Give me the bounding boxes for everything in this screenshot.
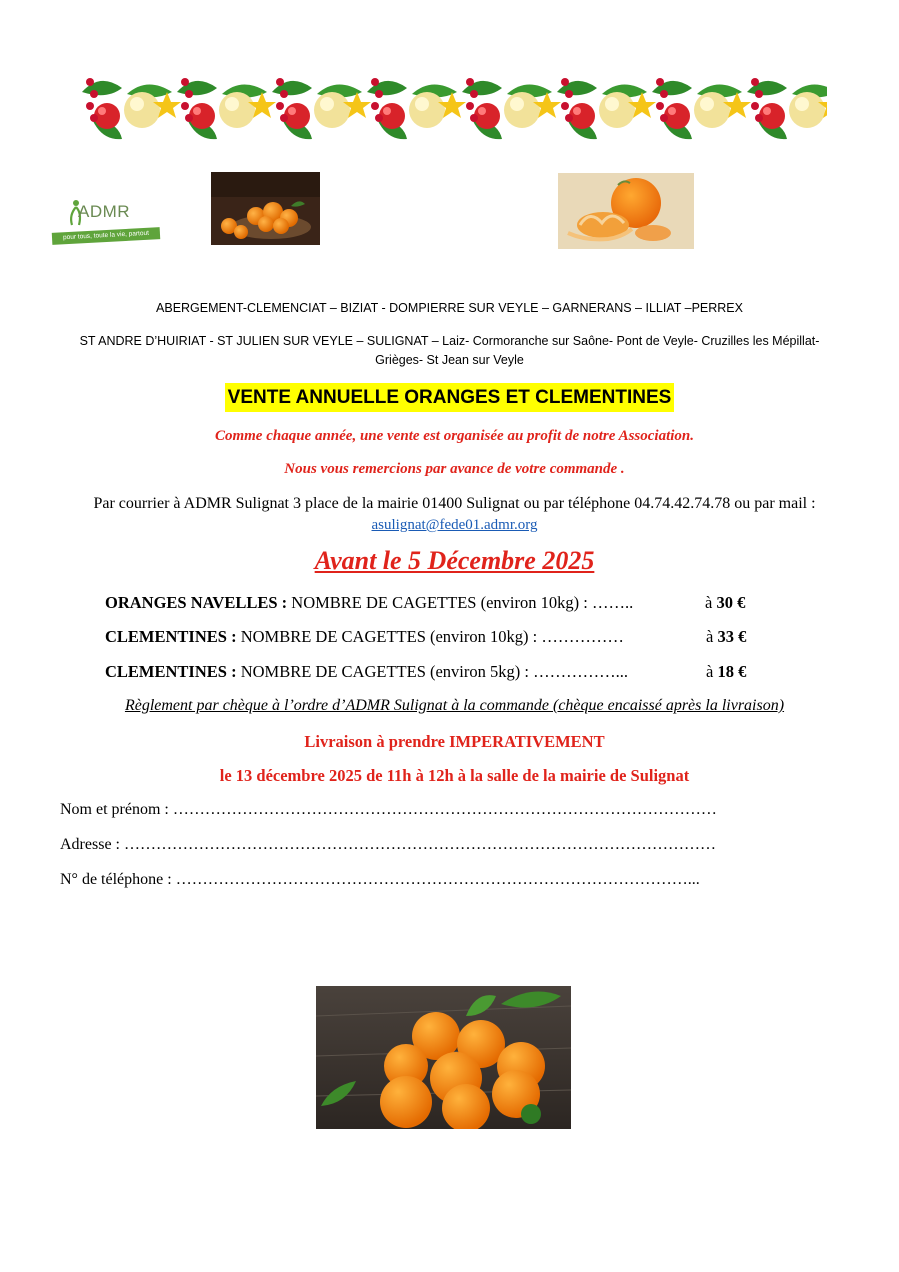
- price-value: 18 €: [717, 662, 747, 681]
- communes-line-2a: ST ANDRE D’HUIRIAT - ST JULIEN SUR VEYLE – SULIGNAT – Laiz- Cormoranche sur Saône- Pont de Veyle- Cruzilles les Mépillat-: [79, 334, 820, 348]
- order-description: NOMBRE DE CAGETTES (environ 10kg) : ……………: [236, 627, 624, 646]
- oranges-bowl-photo: [211, 172, 320, 245]
- order-product: ORANGES NAVELLES :: [105, 593, 288, 612]
- communes-line-1: ABERGEMENT-CLEMENCIAT – BIZIAT - DOMPIERRE SUR VEYLE – GARNERANS – ILLIAT –PERREX: [156, 301, 743, 315]
- email-link[interactable]: asulignat@fede01.admr.org: [371, 517, 538, 533]
- name-field[interactable]: Nom et prénom : …………………………………………………………………………………………: [60, 801, 717, 818]
- logo-tagline: pour tous, toute la vie, partout: [52, 227, 160, 245]
- order-description: NOMBRE DE CAGETTES (environ 5kg) : ……………...: [236, 662, 628, 681]
- price-prefix: à: [706, 627, 718, 646]
- price-prefix: à: [706, 662, 718, 681]
- contact-info: [40, 493, 869, 536]
- delivery-line-2: le 13 décembre 2025 de 11h à 12h à la salle de la mairie de Sulignat: [219, 766, 690, 785]
- oranges-with-leaves-photo: [316, 986, 571, 1129]
- price-value: 30 €: [716, 593, 746, 612]
- delivery-line-1: Livraison à prendre IMPERATIVEMENT: [304, 732, 605, 751]
- page-title: VENTE ANNUELLE ORANGES ET CLEMENTINES: [225, 383, 675, 412]
- intro-line-1: Comme chaque année, une vente est organisée au profit de notre Association.: [214, 428, 695, 444]
- price-prefix: à: [705, 593, 717, 612]
- order-row-clementines-5kg: [105, 662, 865, 684]
- christmas-garland-banner: [82, 74, 827, 144]
- order-price: [706, 627, 746, 647]
- deadline-heading: Avant le 5 Décembre 2025: [314, 546, 595, 575]
- order-product: CLEMENTINES :: [105, 662, 237, 681]
- logo-wordmark: ADMR: [78, 202, 131, 221]
- admr-logo: [52, 198, 160, 244]
- contact-text: Par courrier à ADMR Sulignat 3 place de la mairie 01400 Sulignat ou par téléphone 04.74.42.74.78 ou par mail :: [93, 495, 816, 512]
- phone-field[interactable]: N° de téléphone : ……………………………………………………………………………………...: [60, 871, 700, 888]
- order-row-clementines-10kg: [105, 627, 865, 649]
- order-price: [705, 593, 745, 613]
- order-row-oranges-navelles: [105, 593, 865, 615]
- peeled-clementine-photo: [558, 173, 694, 249]
- order-price: [706, 662, 746, 682]
- order-description: NOMBRE DE CAGETTES (environ 10kg) : ……..: [287, 593, 634, 612]
- payment-note: Règlement par chèque à l’ordre d’ADMR Sulignat à la commande (chèque encaissé après la livraison): [124, 697, 785, 714]
- order-product: CLEMENTINES :: [105, 627, 237, 646]
- title-wrapper: [0, 383, 899, 412]
- price-value: 33 €: [717, 627, 747, 646]
- communes-line-2: [40, 332, 859, 370]
- intro-line-2: Nous vous remercions par avance de votre commande .: [284, 461, 625, 477]
- communes-line-2b: Grièges- St Jean sur Veyle: [375, 353, 524, 367]
- address-field[interactable]: Adresse : …………………………………………………………………………………………………: [60, 836, 716, 853]
